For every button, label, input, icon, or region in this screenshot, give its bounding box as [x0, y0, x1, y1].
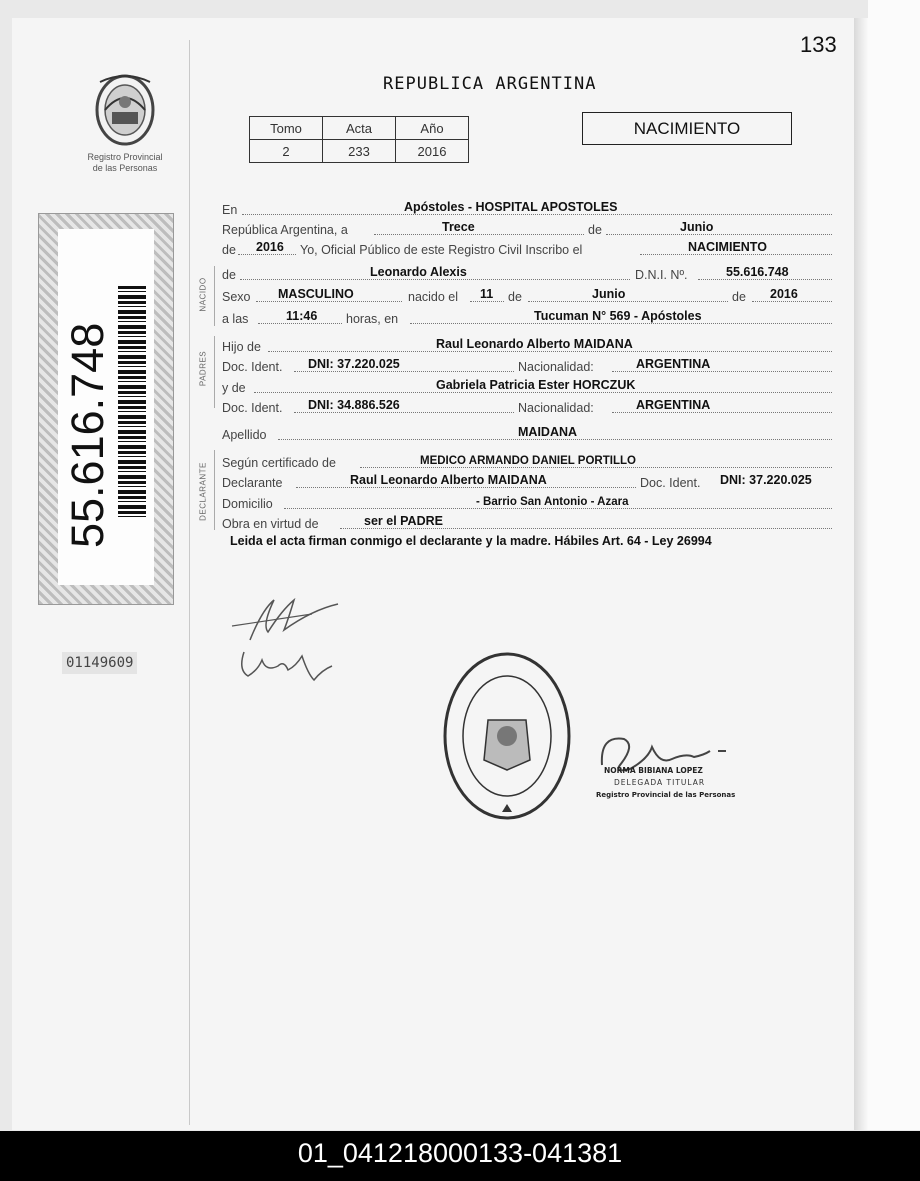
official-signature: [590, 725, 775, 805]
nacionalidad-label: Nacionalidad:: [518, 360, 594, 374]
row-apellido: [222, 424, 832, 444]
row-domicilio: [222, 493, 832, 513]
row-lugar: [222, 199, 832, 219]
act-type-box: NACIMIENTO: [582, 112, 792, 145]
declarant-signature: [222, 570, 352, 690]
province-seal-logo: [90, 68, 160, 148]
republica-label: República Argentina, a: [222, 223, 348, 237]
segun-label: Según certificado de: [222, 456, 336, 470]
tomo-acta-table: [249, 116, 469, 163]
domicilio-label: Domicilio: [222, 497, 273, 511]
page-edge-shadow: [854, 18, 868, 1130]
declarante-label: Declarante: [222, 476, 283, 490]
apellido-value: MAIDANA: [518, 425, 578, 439]
en-label: En: [222, 203, 238, 217]
acta-header: Acta: [323, 117, 396, 140]
row-certificado: [222, 452, 832, 472]
dia-acta-value: Trece: [442, 220, 475, 234]
de-year-label: de: [222, 243, 236, 257]
declarante-bracket: [214, 450, 215, 530]
registro-line-2: de las Personas: [92, 163, 158, 173]
dia-nac-value: 11: [480, 287, 494, 301]
page-edge: [868, 0, 920, 1130]
apellido-label: Apellido: [222, 428, 267, 442]
obra-value: ser el PADRE: [364, 514, 443, 528]
doc-ident-label: Doc. Ident.: [222, 401, 283, 415]
domicilio-value: - Barrio San Antonio - Azara: [476, 496, 629, 508]
closing-text: Leida el acta firman conmigo el declarante y la madre. Hábiles Art. 64 - Ley 26994: [230, 534, 712, 548]
dni-label: D.N.I. Nº.: [635, 268, 688, 282]
declarante-section-label: DECLARANTE: [198, 462, 208, 521]
declarante-doc-label: Doc. Ident.: [640, 476, 701, 490]
de-mes-label: de: [508, 290, 522, 304]
leader-dots: [606, 233, 832, 235]
nacido-bracket: [214, 266, 215, 326]
padre-doc-value: DNI: 37.220.025: [308, 357, 400, 371]
obra-label: Obra en virtud de: [222, 517, 319, 531]
row-inscripcion: [222, 239, 832, 259]
leader-dots: [374, 233, 584, 235]
certificado-value: MEDICO ARMANDO DANIEL PORTILLO: [420, 455, 636, 467]
padre-value: Raul Leonardo Alberto MAIDANA: [436, 337, 633, 351]
row-madre: [222, 377, 832, 397]
registry-stamp: [440, 650, 575, 822]
lugar-value: Apóstoles - HOSPITAL APOSTOLES: [404, 200, 618, 214]
dni-value: 55.616.748: [726, 265, 789, 279]
leader-dots: [528, 300, 728, 302]
row-madre-doc: [222, 397, 832, 417]
tipo-value: NACIMIENTO: [688, 240, 767, 254]
oficial-label: Yo, Oficial Público de este Registro Civil Inscribo el: [300, 243, 583, 257]
padres-section-label: PADRES: [198, 350, 208, 387]
registro-label: [70, 152, 180, 174]
padres-bracket: [214, 336, 215, 408]
official-office: Registro Provincial de las Personas: [596, 791, 736, 799]
row-declarante: [222, 472, 832, 492]
lugar-nac-value: Tucuman N° 569 - Apóstoles: [534, 309, 702, 323]
hijo-de-label: Hijo de: [222, 340, 261, 354]
row-hora: [222, 308, 832, 328]
tomo-value: 2: [250, 140, 323, 163]
a-las-label: a las: [222, 312, 249, 326]
y-de-label: y de: [222, 381, 246, 395]
de-nombre-label: de: [222, 268, 236, 282]
madre-nac-value: ARGENTINA: [636, 398, 711, 412]
sexo-label: Sexo: [222, 290, 251, 304]
anio-nac-value: 2016: [770, 287, 798, 301]
barcode-bars: [118, 286, 146, 520]
row-sexo: [222, 286, 832, 306]
row-padre-doc: [222, 356, 832, 376]
nombre-value: Leonardo Alexis: [370, 265, 467, 279]
declarante-value: Raul Leonardo Alberto MAIDANA: [350, 473, 547, 487]
nacionalidad-label: Nacionalidad:: [518, 401, 594, 415]
footer-code: 01_041218000133-041381: [297, 1138, 623, 1168]
mes-nac-value: Junio: [592, 287, 626, 301]
madre-value: Gabriela Patricia Ester HORCZUK: [436, 378, 636, 392]
row-nombre: [222, 264, 832, 284]
id-number-vertical: 55.616.748: [62, 322, 113, 548]
acta-value: 233: [323, 140, 396, 163]
registro-line-1: Registro Provincial: [87, 152, 163, 162]
declarante-doc-value: DNI: 37.220.025: [720, 473, 812, 487]
madre-doc-value: DNI: 34.886.526: [308, 398, 400, 412]
nacido-section-label: NACIDO: [198, 277, 208, 312]
page-number: 133: [800, 32, 837, 57]
row-fecha-acta: [222, 219, 832, 239]
sexo-value: MASCULINO: [278, 287, 354, 301]
anio-value: 2016: [396, 140, 469, 163]
document-title: REPUBLICA ARGENTINA: [383, 74, 597, 94]
hora-value: 11:46: [286, 309, 318, 323]
margin-line: [189, 40, 190, 1125]
padre-nac-value: ARGENTINA: [636, 357, 711, 371]
row-obra: [222, 513, 832, 533]
de-anio-label: de: [732, 290, 746, 304]
de-label: de: [588, 223, 602, 237]
anio-acta-value: 2016: [256, 240, 284, 254]
anio-header: Año: [396, 117, 469, 140]
nacido-el-label: nacido el: [408, 290, 459, 304]
doc-ident-label: Doc. Ident.: [222, 360, 283, 374]
tomo-header: Tomo: [250, 117, 323, 140]
horas-en-label: horas, en: [346, 312, 399, 326]
official-name: NORMA BIBIANA LOPEZ: [604, 766, 703, 775]
official-role: DELEGADA TITULAR: [614, 778, 706, 787]
row-padre: [222, 336, 832, 356]
mes-acta-value: Junio: [680, 220, 714, 234]
serial-number: 01149609: [62, 652, 137, 674]
